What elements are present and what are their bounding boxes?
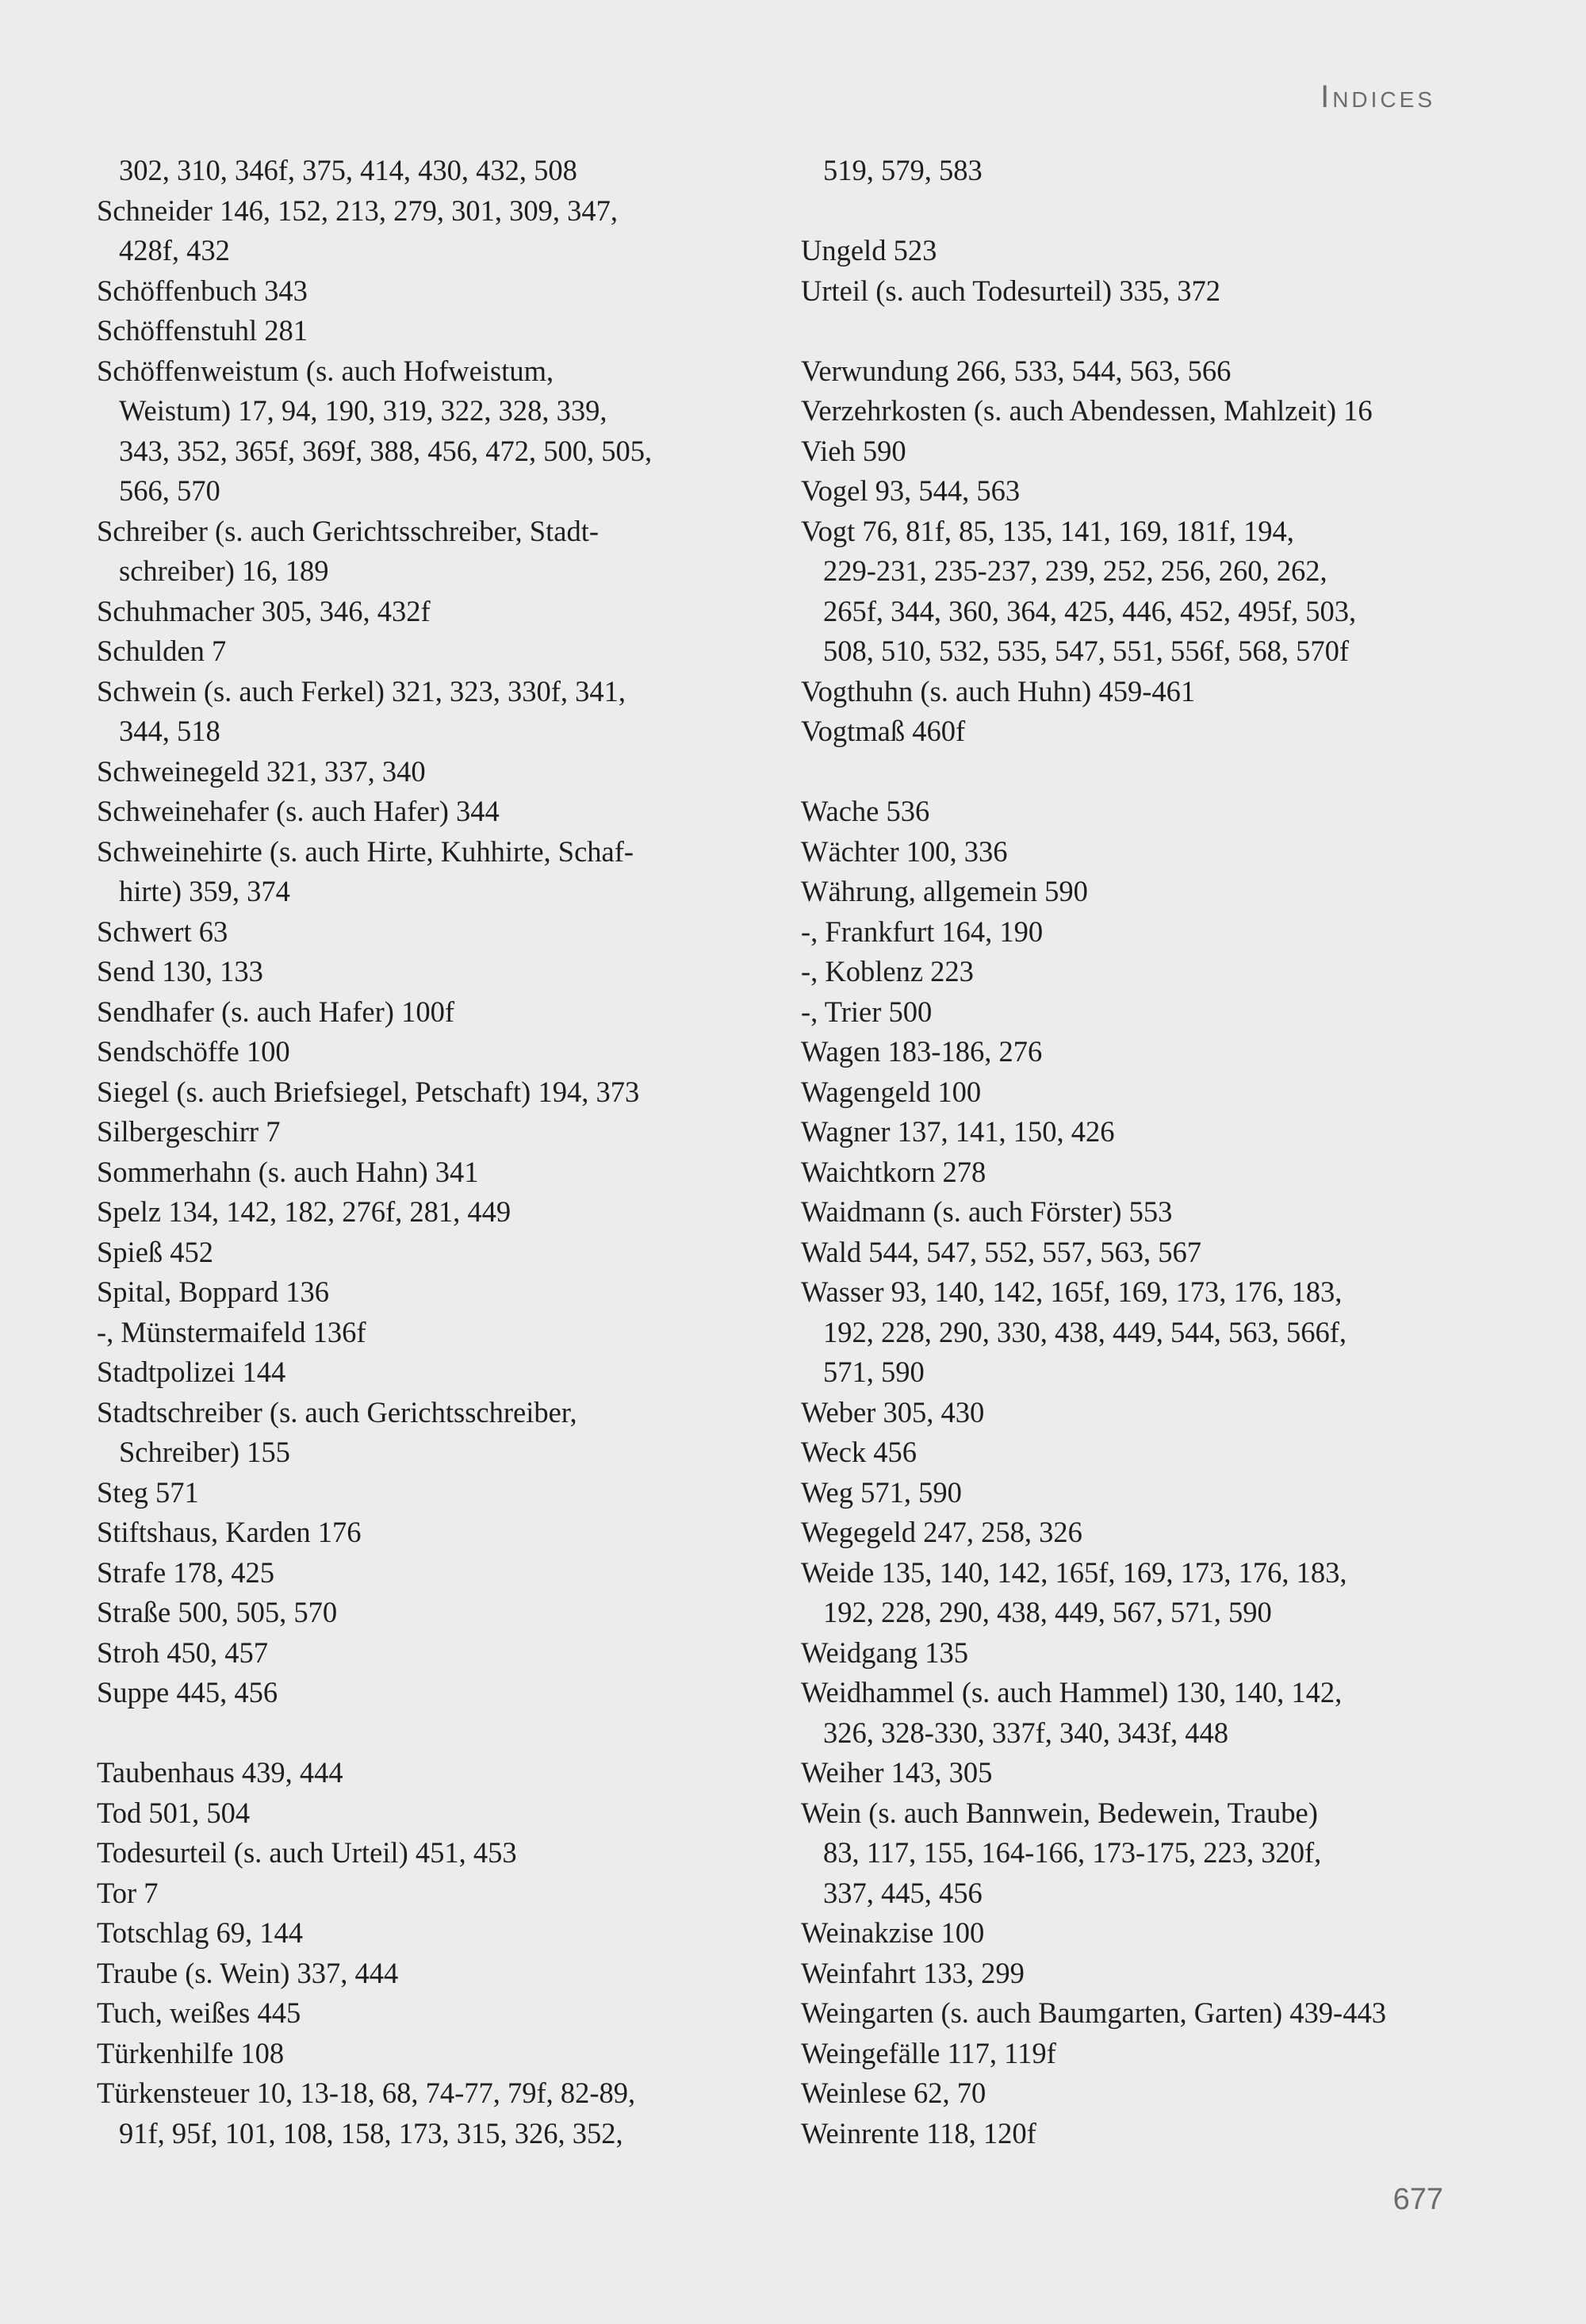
index-entry: Weinrente 118, 120f — [801, 2116, 1036, 2150]
index-entry: Schulden 7 — [97, 635, 227, 667]
index-entry: Send 130, 133 — [97, 955, 263, 988]
index-entry: Weistum) 17, 94, 190, 319, 322, 328, 339, — [119, 394, 607, 427]
running-header: Indices — [1320, 79, 1435, 114]
index-entry: Tod 501, 504 — [97, 1796, 251, 1829]
index-entry: Schneider 146, 152, 213, 279, 301, 309, 347, — [97, 194, 618, 227]
index-entry: Tor 7 — [97, 1876, 159, 1909]
index-entry: schreiber) 16, 189 — [119, 554, 329, 587]
index-entry: 229-231, 235-237, 239, 252, 256, 260, 262, — [823, 554, 1327, 587]
index-entry: Weingarten (s. auch Baumgarten, Garten) 439-443 — [801, 1996, 1386, 2029]
index-entry: Sendhafer (s. auch Hafer) 100f — [97, 995, 454, 1028]
index-entry: Wegegeld 247, 258, 326 — [801, 1516, 1082, 1548]
section-gap — [97, 1713, 747, 1754]
index-entry: 343, 352, 365f, 369f, 388, 456, 472, 500, 505, — [119, 434, 653, 467]
index-entry: Schöffenstuhl 281 — [97, 314, 308, 347]
index-entry: Verwundung 266, 533, 544, 563, 566 — [801, 354, 1232, 387]
index-entry: Vogthuhn (s. auch Huhn) 459-461 — [801, 674, 1196, 708]
index-entry: Stroh 450, 457 — [97, 1636, 268, 1669]
index-entry: Stiftshaus, Karden 176 — [97, 1516, 362, 1548]
index-entry: Schreiber) 155 — [119, 1436, 290, 1468]
index-entry: Wächter 100, 336 — [801, 834, 1008, 868]
index-entry: Sendschöffe 100 — [97, 1035, 290, 1068]
index-entry: -, Trier 500 — [801, 995, 933, 1028]
index-entry: Urteil (s. auch Todesurteil) 335, 372 — [801, 274, 1220, 307]
index-entry: hirte) 359, 374 — [119, 875, 290, 907]
index-entry: Steg 571 — [97, 1475, 199, 1509]
index-entry: Wald 544, 547, 552, 557, 563, 567 — [801, 1235, 1201, 1268]
index-entry: Weg 571, 590 — [801, 1475, 962, 1509]
index-entry: Schwein (s. auch Ferkel) 321, 323, 330f, 341, — [97, 674, 626, 708]
index-entry: Weinfahrt 133, 299 — [801, 1956, 1025, 1989]
index-entry: Wasser 93, 140, 142, 165f, 169, 173, 176, 183, — [801, 1275, 1343, 1308]
index-entry: Schuhmacher 305, 346, 432f — [97, 594, 431, 627]
index-entry: Schweinehafer (s. auch Hafer) 344 — [97, 795, 500, 827]
index-entry: 344, 518 — [119, 715, 220, 747]
index-entry: Silbergeschirr 7 — [97, 1115, 281, 1148]
index-entry: Weinakzise 100 — [801, 1916, 985, 1949]
index-entry: Spelz 134, 142, 182, 276f, 281, 449 — [97, 1195, 511, 1228]
index-entry: 192, 228, 290, 330, 438, 449, 544, 563, 566f, — [823, 1315, 1347, 1348]
index-entry: Schreiber (s. auch Gerichtsschreiber, Stadt- — [97, 514, 599, 547]
section-gap — [801, 752, 1491, 792]
index-entry: Weidhammel (s. auch Hammel) 130, 140, 142, — [801, 1676, 1343, 1708]
index-entry: Siegel (s. auch Briefsiegel, Petschaft) 194, 373 — [97, 1075, 640, 1108]
index-entry: Weide 135, 140, 142, 165f, 169, 173, 176, 183, — [801, 1555, 1347, 1589]
index-entry: Ungeld 523 — [801, 234, 937, 267]
index-entry: Vogtmaß 460f — [801, 715, 966, 747]
index-column-left — [97, 151, 747, 2153]
index-entry: Weber 305, 430 — [801, 1395, 985, 1429]
index-entry: Tuch, weißes 445 — [97, 1996, 301, 2029]
index-entry: 83, 117, 155, 164-166, 173-175, 223, 320f, — [823, 1836, 1322, 1869]
index-entry: 192, 228, 290, 438, 449, 567, 571, 590 — [823, 1596, 1272, 1628]
index-entry: Verzehrkosten (s. auch Abendessen, Mahlzeit) 16 — [801, 394, 1373, 427]
index-entry: Türkensteuer 10, 13-18, 68, 74-77, 79f, 82-89, — [97, 2077, 636, 2109]
index-entry: Totschlag 69, 144 — [97, 1916, 304, 1949]
index-entry: Schweinehirte (s. auch Hirte, Kuhhirte, Schaf- — [97, 834, 634, 868]
index-entry: 326, 328-330, 337f, 340, 343f, 448 — [823, 1716, 1228, 1749]
index-entry: Taubenhaus 439, 444 — [97, 1756, 343, 1789]
index-entry: Weinlese 62, 70 — [801, 2077, 986, 2109]
index-entry: 302, 310, 346f, 375, 414, 430, 432, 508 — [119, 154, 577, 186]
index-entry: Vieh 590 — [801, 434, 906, 467]
index-entry: 91f, 95f, 101, 108, 158, 173, 315, 326, 352, — [119, 2116, 623, 2150]
index-entry: Türkenhilfe 108 — [97, 2036, 285, 2069]
index-entry: Waidmann (s. auch Förster) 553 — [801, 1195, 1173, 1228]
page-number: 677 — [1393, 2183, 1443, 2216]
index-entry: 571, 590 — [823, 1356, 925, 1388]
index-entry: Schwert 63 — [97, 915, 228, 948]
index-entry: Vogt 76, 81f, 85, 135, 141, 169, 181f, 194, — [801, 514, 1294, 547]
index-entry: 265f, 344, 360, 364, 425, 446, 452, 495f, 503, — [823, 594, 1357, 627]
index-entry: Stadtpolizei 144 — [97, 1356, 286, 1388]
index-entry: -, Frankfurt 164, 190 — [801, 915, 1044, 948]
index-entry: Straße 500, 505, 570 — [97, 1596, 338, 1628]
index-entry: 337, 445, 456 — [823, 1876, 983, 1909]
index-entry: Vogel 93, 544, 563 — [801, 474, 1021, 507]
index-entry: Traube (s. Wein) 337, 444 — [97, 1956, 399, 1989]
index-entry: Weingefälle 117, 119f — [801, 2036, 1056, 2069]
index-entry: Spital, Boppard 136 — [97, 1275, 329, 1308]
index-column-right — [801, 151, 1491, 2153]
index-entry: Strafe 178, 425 — [97, 1555, 275, 1589]
section-gap — [801, 311, 1491, 351]
index-entry: 519, 579, 583 — [823, 154, 983, 186]
index-entry: Währung, allgemein 590 — [801, 875, 1088, 907]
index-entry: Wein (s. auch Bannwein, Bedewein, Traube) — [801, 1796, 1318, 1829]
index-entry: Schöffenweistum (s. auch Hofweistum, — [97, 354, 554, 387]
index-entry: Weiher 143, 305 — [801, 1756, 993, 1789]
index-entry: Stadtschreiber (s. auch Gerichtsschreiber, — [97, 1395, 577, 1429]
index-entry: Weidgang 135 — [801, 1636, 968, 1669]
index-entry: Wagen 183-186, 276 — [801, 1035, 1043, 1068]
index-entry: Sommerhahn (s. auch Hahn) 341 — [97, 1155, 479, 1188]
index-entry: 566, 570 — [119, 474, 220, 507]
index-entry: Wache 536 — [801, 795, 930, 827]
section-gap — [801, 191, 1491, 232]
index-entry: -, Münstermaifeld 136f — [97, 1315, 366, 1348]
index-entry: Spieß 452 — [97, 1235, 214, 1268]
index-entry: Wagner 137, 141, 150, 426 — [801, 1115, 1115, 1148]
index-entry: Suppe 445, 456 — [97, 1676, 278, 1708]
index-entry: -, Koblenz 223 — [801, 955, 974, 988]
index-entry: Schweinegeld 321, 337, 340 — [97, 754, 426, 788]
index-entry: Weck 456 — [801, 1436, 918, 1468]
index-entry: 508, 510, 532, 535, 547, 551, 556f, 568, 570f — [823, 635, 1350, 667]
index-entry: Wagengeld 100 — [801, 1075, 982, 1108]
index-entry: Schöffenbuch 343 — [97, 274, 308, 307]
index-entry: Todesurteil (s. auch Urteil) 451, 453 — [97, 1836, 517, 1869]
index-entry: Waichtkorn 278 — [801, 1155, 986, 1188]
index-entry: 428f, 432 — [119, 234, 230, 267]
